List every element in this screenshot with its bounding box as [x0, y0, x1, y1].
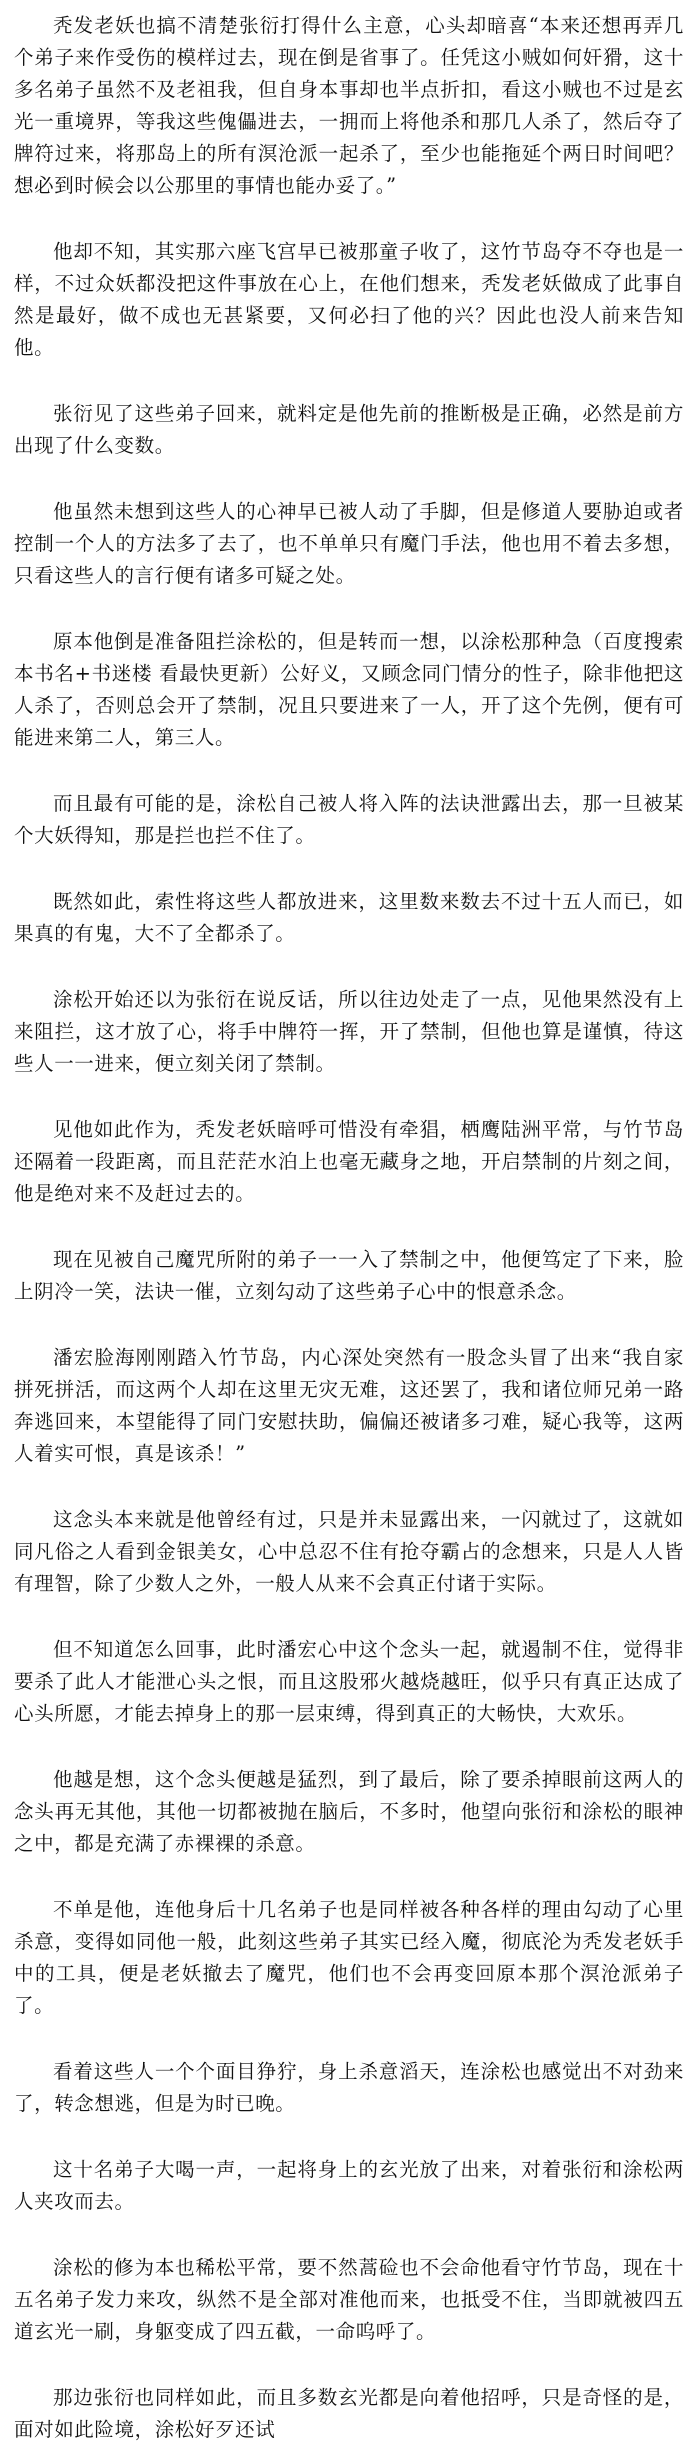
paragraph-1: 秃发老妖也搞不清楚张衍打得什么主意，心头却暗喜“本来还想再弄几个弟子来作受伤的模样过去，现在倒是省事了。任凭这小贼如何奸猾，这十多名弟子虽然不及老祖我，但自身本事却也半点折扣，看这小贼也不过是玄光一重境界，等我这些傀儡进去，一拥而上将他杀和那几人杀了，然后夺了牌符过来，将那岛上的所有溟沧派一起杀了，至少也能拖延个两日时间吧？想必到时候会以公那里的事情也能办妥了。” — [14, 14, 684, 197]
paragraph-18: 涂松的修为本也稀松平常，要不然蒿硷也不会命他看守竹节岛，现在十五名弟子发力来攻，纵然不是全部对准他而来，也抵受不住，当即就被四五道玄光一刷，身躯变成了四五截，一命呜呼了。 — [14, 2256, 684, 2343]
paragraph-11: 潘宏脸海刚刚踏入竹节岛，内心深处突然有一股念头冒了出来“我自家拼死拼活，而这两个人却在这里无灾无难，这还罢了，我和诸位师兄弟一路奔逃回来，本望能得了同门安慰扶助，偏偏还被诸多刁难，疑心我等，这两人着实可恨，真是该杀！” — [14, 1346, 684, 1465]
paragraph-14: 他越是想，这个念头便越是猛烈，到了最后，除了要杀掉眼前这两人的念头再无其他，其他一切都被抛在脑后，不多时，他望向张衍和涂松的眼神之中，都是充满了赤裸裸的杀意。 — [14, 1768, 684, 1855]
paragraph-13: 但不知道怎么回事，此时潘宏心中这个念头一起，就遏制不住，觉得非要杀了此人才能泄心头之恨，而且这股邪火越烧越旺，似乎只有真正达成了心头所愿，才能去掉身上的那一层束缚，得到真正的大畅快，大欢乐。 — [14, 1638, 684, 1725]
paragraph-8: 涂松开始还以为张衍在说反话，所以往边处走了一点，见他果然没有上来阻拦，这才放了心，将手中牌符一挥，开了禁制，但他也算是谨慎，待这些人一一进来，便立刻关闭了禁制。 — [14, 988, 684, 1075]
paragraph-5: 原本他倒是准备阻拦涂松的，但是转而一想，以涂松那种急（百度搜索本书名+书迷楼 看最快更新）公好义，又顾念同门情分的性子，除非他把这人杀了，否则总会开了禁制，况且只要进来了一人，开了这个先例，便有可能进来第二人，第三人。 — [14, 630, 684, 749]
paragraph-15: 不单是他，连他身后十几名弟子也是同样被各种各样的理由勾动了心里杀意，变得如同他一般，此刻这些弟子其实已经入魔，彻底沦为秃发老妖手中的工具，便是老妖撤去了魔咒，他们也不会再变回原本那个溟沧派弟子了。 — [14, 1898, 684, 2017]
paragraph-6: 而且最有可能的是，涂松自己被人将入阵的法诀泄露出去，那一旦被某个大妖得知，那是拦也拦不住了。 — [14, 792, 684, 847]
paragraph-4: 他虽然未想到这些人的心神早已被人动了手脚，但是修道人要胁迫或者控制一个人的方法多了去了，也不单单只有魔门手法，他也用不着去多想，只看这些人的言行便有诸多可疑之处。 — [14, 500, 684, 587]
paragraph-17: 这十名弟子大喝一声，一起将身上的玄光放了出来，对着张衍和涂松两人夹攻而去。 — [14, 2158, 684, 2213]
paragraph-7: 既然如此，索性将这些人都放进来，这里数来数去不过十五人而已，如果真的有鬼，大不了全都杀了。 — [14, 890, 684, 945]
paragraph-16: 看着这些人一个个面目狰狞，身上杀意滔天，连涂松也感觉出不对劲来了，转念想逃，但是为时已晚。 — [14, 2060, 684, 2115]
paragraph-19: 那边张衍也同样如此，而且多数玄光都是向着他招呼，只是奇怪的是，面对如此险境，涂松好歹还试 — [14, 2386, 684, 2441]
paragraph-2: 他却不知，其实那六座飞宫早已被那童子收了，这竹节岛夺不夺也是一样，不过众妖都没把这件事放在心上，在他们想来，秃发老妖做成了此事自然是最好，做不成也无甚紧要，又何必扫了他的兴？因此也没人前来告知他。 — [14, 240, 684, 359]
paragraph-10: 现在见被自己魔咒所附的弟子一一入了禁制之中，他便笃定了下来，脸上阴冷一笑，法诀一催，立刻勾动了这些弟子心中的恨意杀念。 — [14, 1248, 684, 1303]
paragraph-3: 张衍见了这些弟子回来，就料定是他先前的推断极是正确，必然是前方出现了什么变数。 — [14, 402, 684, 457]
paragraph-9: 见他如此作为，秃发老妖暗呼可惜没有牵猖，栖鹰陆洲平常，与竹节岛还隔着一段距离，而且茫茫水泊上也毫无藏身之地，开启禁制的片刻之间，他是绝对来不及赶过去的。 — [14, 1118, 684, 1205]
paragraph-12: 这念头本来就是他曾经有过，只是并未显露出来，一闪就过了，这就如同凡俗之人看到金银美女，心中总忍不住有抢夺霸占的念想来，只是人人皆有理智，除了少数人之外，一般人从来不会真正付诸于实际。 — [14, 1508, 684, 1595]
